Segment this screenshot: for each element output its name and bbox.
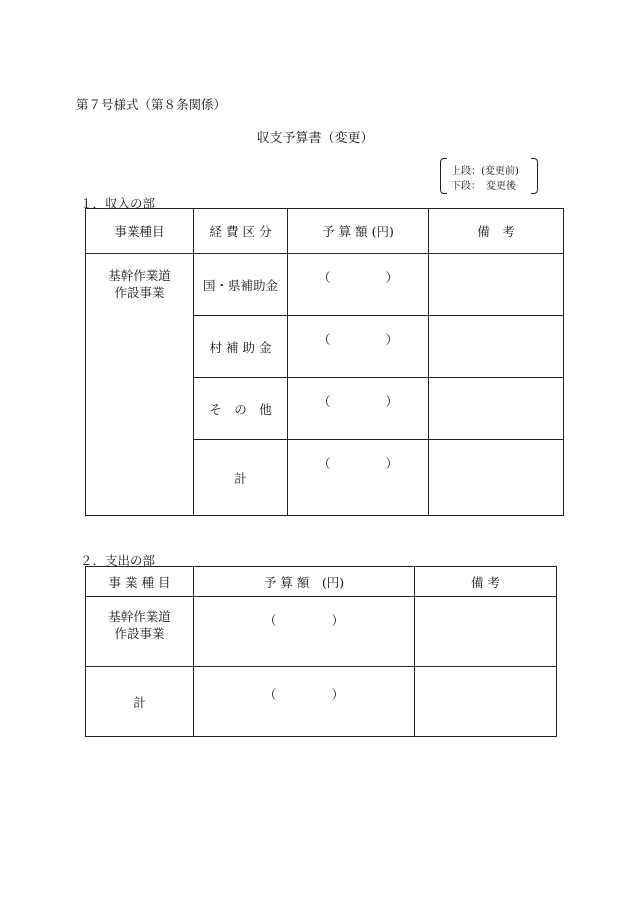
- income-budget-cell: [288, 316, 429, 378]
- expense-remarks-cell: [415, 597, 557, 667]
- expense-header-budget: 予 算 額 (円): [194, 567, 415, 597]
- income-remarks-cell: [429, 316, 564, 378]
- income-remarks-cell: [429, 378, 564, 440]
- close-paren: ）: [385, 332, 398, 347]
- legend-upper: 上段：(変更前): [451, 166, 519, 177]
- income-remarks-cell: [429, 254, 564, 316]
- open-paren: （: [318, 332, 331, 347]
- open-paren: （: [318, 394, 331, 409]
- expense-item: 基幹作業道 作設事業: [86, 597, 194, 667]
- income-table: [85, 208, 564, 516]
- expense-remarks-cell: [415, 667, 557, 737]
- income-category: そ の 他: [194, 378, 288, 440]
- form-number: 第７号様式（第８条関係）: [76, 97, 227, 112]
- open-paren: （: [318, 270, 331, 285]
- income-header-remarks: 備 考: [429, 209, 564, 254]
- expense-budget-cell: [194, 597, 415, 667]
- open-paren: （: [318, 456, 331, 471]
- legend-bracket: [440, 158, 538, 194]
- income-remarks-cell: [429, 440, 564, 516]
- income-budget-cell: [288, 378, 429, 440]
- open-paren: （: [264, 613, 277, 628]
- right-bracket: [531, 158, 538, 194]
- income-header-project: 事業種目: [86, 209, 194, 254]
- income-header-budget: 予 算 額 (円): [288, 209, 429, 254]
- open-paren: （: [264, 687, 277, 702]
- income-category: 村 補 助 金: [194, 316, 288, 378]
- close-paren: ）: [385, 456, 398, 471]
- close-paren: ）: [385, 394, 398, 409]
- expense-item-total: 計: [86, 667, 194, 737]
- close-paren: ）: [331, 613, 344, 628]
- income-header-category: 経 費 区 分: [194, 209, 288, 254]
- expense-table: [85, 566, 557, 737]
- income-budget-cell: [288, 440, 429, 516]
- income-category-total: 計: [194, 440, 288, 516]
- expense-budget-cell: [194, 667, 415, 737]
- legend-lower: 下段： 変更後: [451, 181, 516, 192]
- close-paren: ）: [331, 687, 344, 702]
- income-heading: １．収入の部: [80, 196, 156, 211]
- close-paren: ）: [385, 270, 398, 285]
- left-bracket: [440, 158, 447, 194]
- income-project-cell: 基幹作業道 作設事業: [86, 254, 194, 516]
- income-category: 国・県補助金: [194, 254, 288, 316]
- expense-heading: ２．支出の部: [80, 553, 156, 568]
- expense-header-remarks: 備 考: [415, 567, 557, 597]
- expense-header-project: 事 業 種 目: [86, 567, 194, 597]
- document-title: 収支予算書（変更）: [256, 131, 374, 146]
- income-budget-cell: [288, 254, 429, 316]
